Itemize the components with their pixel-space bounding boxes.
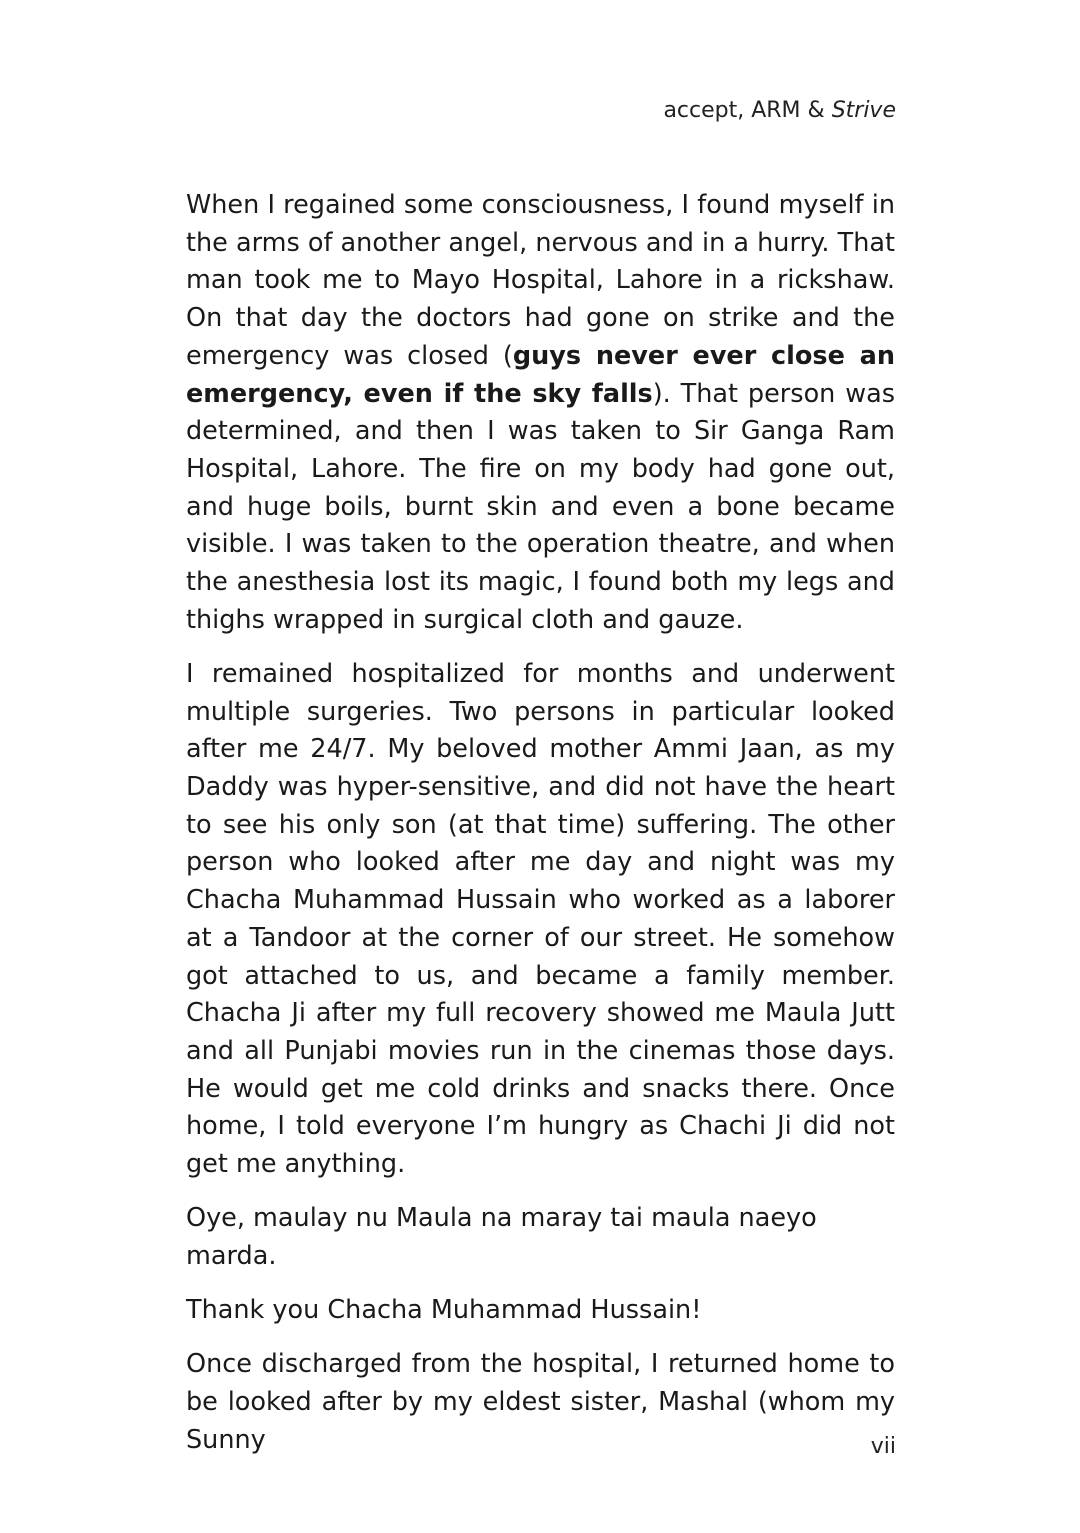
- page-number: vii: [870, 1434, 896, 1459]
- paragraph-2: I remained hospitalized for months and underwent multiple surgeries. Two persons in particular looked after me 24/7. My beloved mother Ammi Jaan, as my Daddy was hyper-sensitive, and did not have the heart to see his only son (at that time) suffering. The other person who looked after me day and night was my Chacha Muhammad Hussain who worked as a laborer at a Tandoor at the corner of our street. He somehow got attached to us, and became a family member. Chacha Ji after my full recovery showed me Maula Jutt and all Punjabi movies run in the cinemas those days. He would get me cold drinks and snacks there. Once home, I told everyone I’m hungry as Chachi Ji did not get me anything.: [186, 658, 895, 1180]
- paragraph-1: [186, 187, 895, 639]
- paragraph-3: Oye, maulay nu Maula na maray tai maula naeyo marda.: [186, 1203, 817, 1271]
- page-body: [186, 187, 895, 1476]
- paragraph-5: Once discharged from the hospital, I returned home to be looked after by my eldest sister, Mashal (whom my Sunny: [186, 1349, 895, 1455]
- paragraph-1-text-b: ). That person was determined, and then I was taken to Sir Ganga Ram Hospital, Lahore. The fire on my body had gone out, and huge boils, burnt skin and even a bone became visible. I was taken to the operation theatre, and when the anesthesia lost its magic, I found both my legs and thighs wrapped in surgical cloth and gauze.: [186, 378, 895, 635]
- running-head: [663, 96, 896, 126]
- paragraph-1-bold-phrase: guys never ever close an emergency, even if the sky falls: [186, 340, 895, 409]
- running-head-title-italic: Strive: [831, 98, 896, 123]
- paragraph-4: Thank you Chacha Muhammad Hussain!: [186, 1295, 702, 1326]
- running-head-title: accept, ARM &: [663, 98, 832, 123]
- paragraph-1-text-a: When I regained some consciousness, I found myself in the arms of another angel, nervous and in a hurry. That man took me to Mayo Hospital, Lahore in a rickshaw. On that day the doctors had gone on strike and the emergency was closed (: [186, 190, 895, 371]
